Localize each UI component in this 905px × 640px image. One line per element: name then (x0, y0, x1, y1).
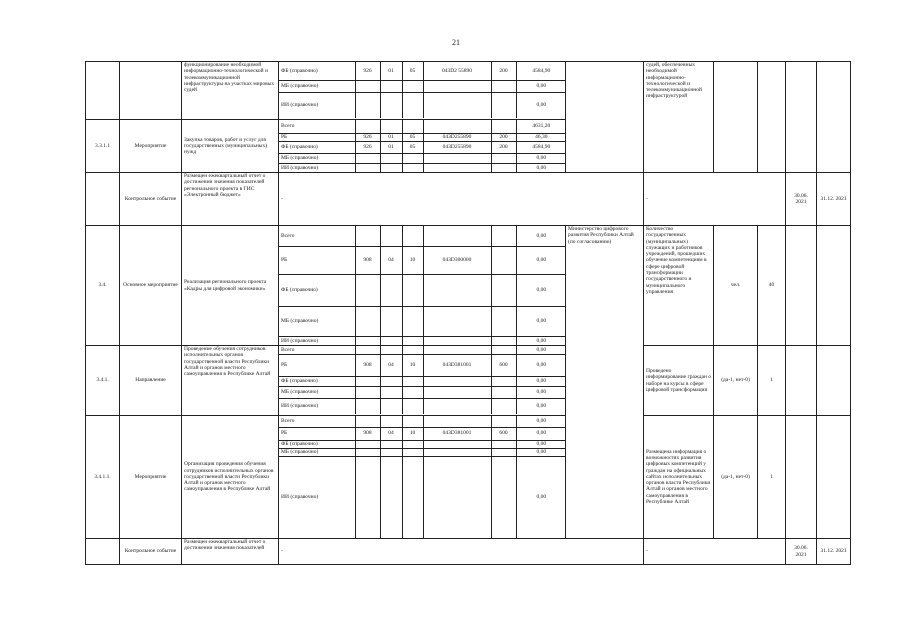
value: 1 (758, 346, 786, 416)
activity-name: Проведение обучения сотрудников исполнительных органов государственной власти Республики Алтай и органов местного самоуправления в Республике Алтай (182, 346, 279, 416)
activity-name: Реализация регионального проекта «Кадры для цифровой экономики» (182, 226, 279, 346)
start-date (786, 62, 817, 173)
table-row (86, 62, 851, 120)
dash-cell: - (279, 539, 644, 565)
program-table (85, 61, 851, 565)
funding-subtable: Всего 0,00 РБ 908 04 10 043D300000 0,00 ФБ (справочно) 0,00 МБ (справочно) 0,00 ИИ (справочно) 0,00 (279, 226, 566, 346)
value: 1 (758, 416, 786, 539)
start-date (786, 416, 817, 539)
table-row (86, 416, 851, 539)
table-row (86, 226, 851, 346)
row-number: 3.4. (86, 226, 120, 346)
unit (714, 62, 758, 173)
table-row (86, 346, 851, 416)
row-type: Мероприятие (120, 120, 182, 173)
dash-cell: - (644, 539, 786, 565)
indicator-text: Проведено информирование граждан о наборе на курсы в сфере цифровой трансформации (644, 346, 714, 416)
unit: (да-1, нет-0) (714, 416, 758, 539)
funding-subtable: Всего 4631,20 РБ 926 01 05 043D255890 200 46,30 ФБ (справочно) 926 01 05 043D255890 200 4584,90 МБ (справочно) 0,00 ИИ (справочно) 0,00 (279, 120, 566, 173)
unit: чел. (714, 226, 758, 346)
activity-name: Размещен ежеквартальный отчет о достижении значения показателей (182, 539, 279, 565)
funding-subtable: Всего 0,00 РБ 908 04 10 043D381001 600 0,00 ФБ (справочно) 0,00 МБ (справочно) 0,00 ИИ (справочно) 0,00 (279, 346, 566, 416)
end-date: 31.12. 2021 (817, 173, 851, 226)
dash-cell: - (644, 173, 786, 226)
table-row (86, 173, 851, 226)
row-type: Основное мероприятие (120, 226, 182, 346)
row-type: Контрольное событие (120, 539, 182, 565)
start-date: 30.06. 2021 (786, 173, 817, 226)
dash-cell: - (279, 173, 644, 226)
funding-subtable: ФБ (справочно) 926 01 05 043D2 55890 200 4584,90 МБ (справочно) 0,00 ИИ (справочно) 0,00 (279, 62, 566, 120)
end-date (817, 346, 851, 416)
activity-name: Закупка товаров, работ и услуг для государственных (муниципальных) нужд (182, 120, 279, 173)
indicator-text: Количество государственных (муниципальных) служащих и работников учреждений, прошедших обучение компетенциям в сфере цифровой трансформации государственного и муниципального управления (644, 226, 714, 346)
end-date (817, 62, 851, 173)
page-number: 21 (452, 38, 460, 47)
activity-name: Размещен ежеквартальный отчет о достижении значения показателей регионального проекта в ГИС «Электронный бюджет» (182, 173, 279, 226)
executor: Министерство цифрового развития Республики Алтай (по согласованию) (566, 226, 644, 539)
row-number (86, 539, 120, 565)
start-date (786, 226, 817, 346)
row-type: Контрольное событие (120, 173, 182, 226)
table-row (86, 539, 851, 565)
row-number (86, 173, 120, 226)
executor (566, 62, 644, 173)
indicator-text: судей, обеспеченных необходимой информационно-технологической и телекоммуникационной инфраструктурой (644, 62, 714, 173)
end-date (817, 416, 851, 539)
activity-name: Организация проведения обучения сотрудников исполнительных органов государственной власти Республики Алтай и органов местного самоуправления в Республике Алтай (182, 416, 279, 539)
row-number (86, 62, 120, 120)
end-date (817, 226, 851, 346)
row-number: 3.4.1. (86, 346, 120, 416)
unit: (да-1, нет-0) (714, 346, 758, 416)
row-number: 3.4.1.1. (86, 416, 120, 539)
row-type (120, 62, 182, 120)
end-date: 31.12. 2021 (817, 539, 851, 565)
row-type: Направление (120, 346, 182, 416)
row-type: Мероприятие (120, 416, 182, 539)
row-number: 3.3.1.1 (86, 120, 120, 173)
start-date: 30.06. 2021 (786, 539, 817, 565)
activity-name: функционирование необходимой информационно-технологической и телекоммуникационной инфраструктуры на участках мировых судей (182, 62, 279, 120)
value (758, 62, 786, 173)
start-date (786, 346, 817, 416)
indicator-text: Размещена информация о возможностях развития цифровых компетенций у граждан на официальных сайтах исполнительных органов власти Республики Алтай и органов местного самоуправления в Республике Алтай (644, 416, 714, 539)
funding-subtable: Всего 0,00 РБ 908 04 10 043D381001 600 0,00 ФБ (справочно) 0,00 МБ (справочно) 0,00 ИИ (справочно) 0,00 (279, 416, 566, 539)
value: 40 (758, 226, 786, 346)
